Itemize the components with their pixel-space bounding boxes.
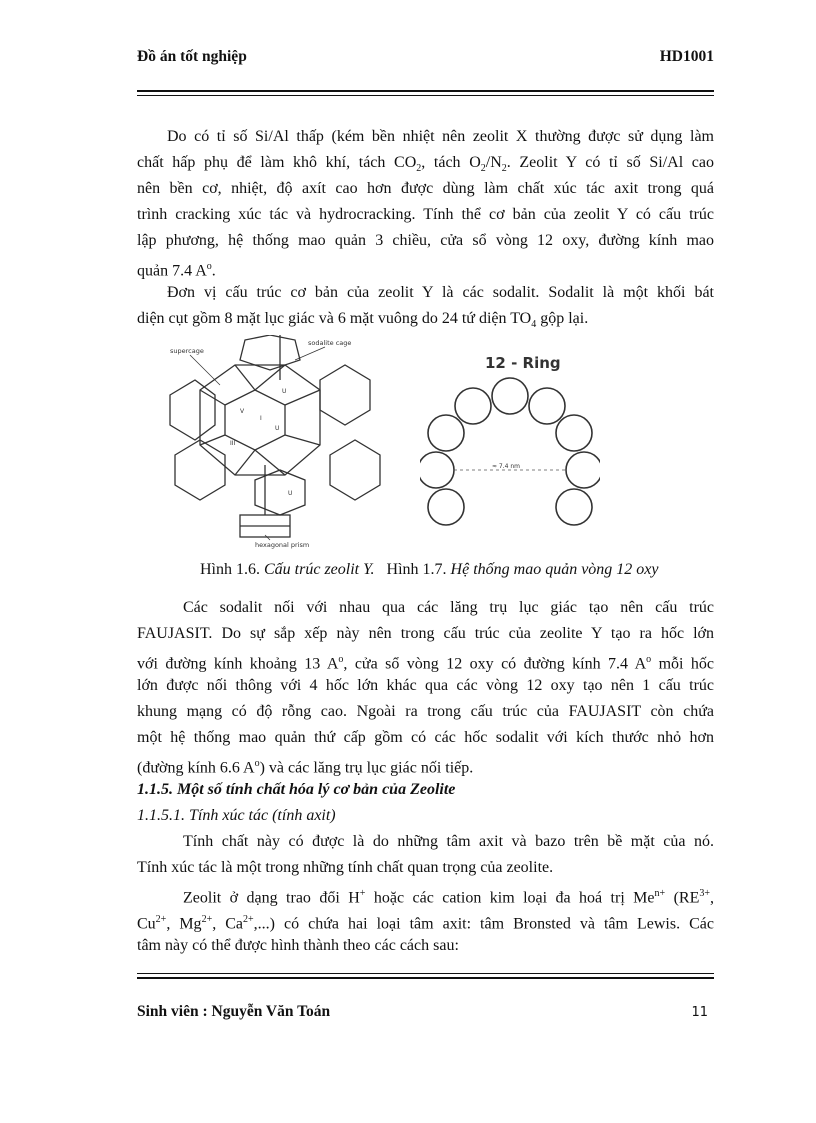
caption-1-prefix: Hình 1.6.	[200, 561, 260, 578]
text-line: với đường kính khoảng 13 $A^o$, cửa sổ vòng 12 oxy có đường kính 7.4 $A^o$ mỗi hốc	[137, 654, 714, 673]
text-line: $Cu^{2+}$, $Mg^{2+}$, $Ca^{2+}$,...) có chứa hai loại tâm axit: tâm Bronsted và tâm Lewis. Các	[137, 914, 714, 933]
zeolite-y-structure-figure	[160, 335, 400, 550]
footer-rule-top	[137, 973, 714, 974]
header-code: HD1001	[659, 48, 714, 65]
text-line: (đường kính 6.6 $A^o$) và các lăng trụ lục giác nối tiếp.	[137, 758, 474, 777]
caption-2-title: Hệ thống mao quản vòng 12 oxy	[450, 561, 659, 578]
header-rule-top	[137, 90, 714, 92]
text-line: khung mạng có độ rỗng cao. Ngoài ra trong cấu trúc của FAUJASIT còn chứa	[137, 703, 714, 720]
text-line: lập phương, hệ thống mao quản 3 chiều, cửa sổ vòng 12 oxy, đường kính mao	[137, 232, 714, 249]
svg-text:U: U	[275, 425, 280, 432]
text-line: Zeolit ở dạng trao đổi H+ hoặc các cation kim loại đa hoá trị $Me^{n+}$ ($RE^{3+}$,	[183, 888, 714, 907]
section-heading: 1.1.5. Một số tính chất hóa lý cơ bản của Zeolite	[137, 781, 456, 798]
footer-author: Sinh viên : Nguyễn Văn Toán	[137, 1003, 331, 1020]
label-supercage: supercage	[170, 347, 204, 355]
text-line: Do có tỉ số Si/Al thấp (kém bền nhiệt nên zeolit X thường được sử dụng làm	[167, 128, 714, 145]
label-hexagonal-prism: hexagonal prism	[255, 541, 310, 549]
text-line: một hệ thống mao quản thứ cấp gồm có các hốc sodalit với kích thước nhỏ hơn	[137, 729, 714, 746]
twelve-ring-figure	[420, 340, 600, 530]
text-line: Đơn vị cấu trúc cơ bản của zeolit Y là các sodalit. Sodalit là một khối bát	[167, 284, 714, 301]
ring-title: 12 - Ring	[485, 354, 561, 372]
figure-captions	[200, 561, 659, 579]
svg-text:U: U	[282, 388, 287, 395]
page-footer	[137, 1003, 714, 1027]
text-line: quản 7.4 $A^o$.	[137, 261, 216, 280]
footer-rule-bottom	[137, 977, 714, 979]
text-line: Tính chất này có được là do những tâm axit và bazo trên bề mặt của nó.	[183, 833, 714, 850]
text-line: Các sodalit nối với nhau qua các lăng trụ lục giác tạo nên cấu trúc	[183, 599, 714, 616]
body-text-top	[137, 124, 714, 332]
page-header	[137, 48, 714, 72]
svg-text:V: V	[240, 408, 245, 415]
caption-1-title: Cấu trúc zeolit Y.	[264, 561, 375, 578]
ring-diameter-label: ≈ 7.4 nm	[492, 463, 521, 470]
text-line: chất hấp phụ để làm khô khí, tách $CO_2$, tách $O_2/N_2$. Zeolit Y có tỉ số Si/Al cao	[137, 154, 714, 175]
header-rule-bottom	[137, 95, 714, 96]
text-line: diện cụt gồm 8 mặt lục giác và 6 mặt vuông do 24 tứ diện $TO_4$ gộp lại.	[137, 310, 589, 331]
caption-2-prefix: Hình 1.7.	[386, 561, 447, 578]
subsection-heading: 1.1.5.1. Tính xúc tác (tính axit)	[137, 807, 336, 824]
body-text-bottom	[137, 595, 714, 959]
header-title: Đồ án tốt nghiệp	[137, 48, 247, 65]
text-line: lớn được nối thông với 4 hốc lớn khác qua các vòng 12 oxy tạo nên 1 cấu trúc	[137, 677, 714, 694]
text-line: nên bền cơ, nhiệt, độ axít cao hơn được dùng làm chất xúc tác axit trong quá	[137, 180, 714, 197]
svg-text:I: I	[260, 415, 262, 422]
svg-text:U: U	[288, 490, 293, 497]
label-sodalite-cage: sodalite cage	[308, 339, 352, 347]
svg-text:III: III	[230, 440, 236, 447]
text-line: Tính xúc tác là một trong những tính chất quan trọng của zeolite.	[137, 859, 554, 876]
text-line: trình cracking xúc tác và hydrocracking. Tính thể cơ bản của zeolit Y có cấu trúc	[137, 206, 714, 223]
page-number: 11	[691, 1005, 708, 1020]
text-line: FAUJASIT. Do sự sắp xếp này nên trong cấu trúc của zeolite Y tạo ra hốc lớn	[137, 625, 714, 642]
text-line: tâm này có thể được hình thành theo các cách sau:	[137, 937, 459, 954]
